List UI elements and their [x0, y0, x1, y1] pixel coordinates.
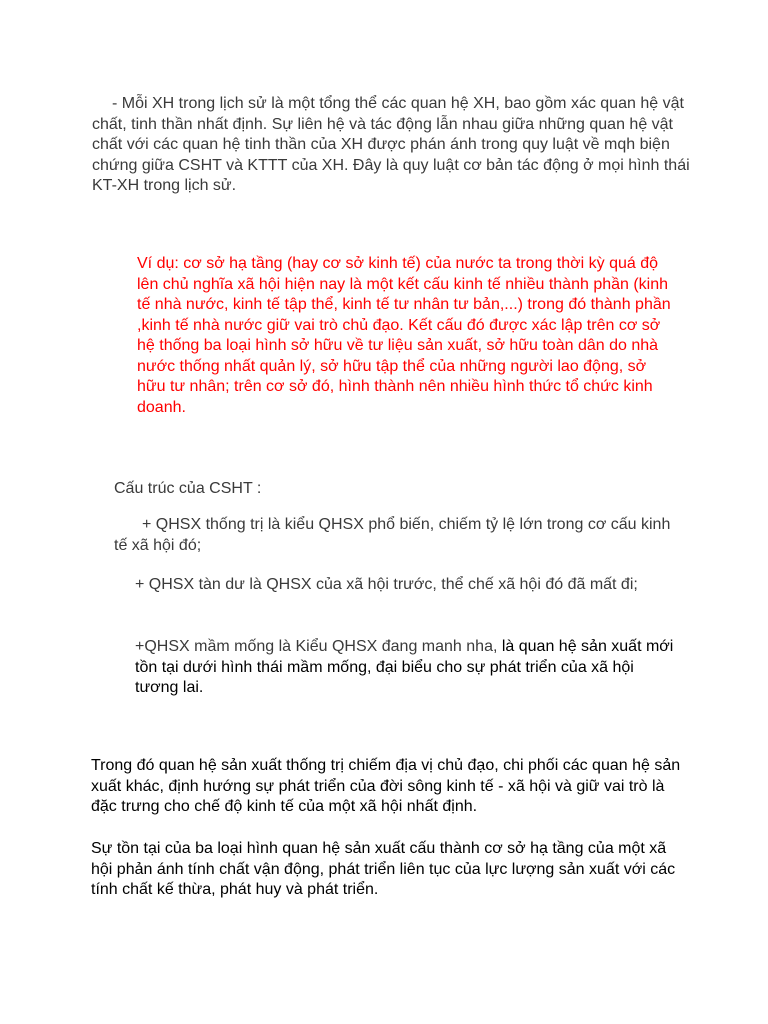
item-emerging-text-part1: +QHSX mầm mống là Kiểu QHSX đang manh nha,: [135, 638, 502, 655]
item-dominant-relations: [114, 515, 674, 556]
coexistence-paragraph: Sự tồn tại của ba loại hình quan hệ sản xuất cấu thành cơ sở hạ tầng của một xã hội phản ánh tính chất vận động, phát triển liên tục của lực lượng sản xuất với các tính chất kế thừa, phát huy và phát triển.: [91, 840, 676, 898]
structure-heading: Cấu trúc của CSHT :: [114, 480, 262, 497]
example-paragraph: Ví dụ: cơ sở hạ tầng (hay cơ sở kinh tế) của nước ta trong thời kỳ quá độ lên chủ nghĩa xã hội hiện nay là một kết cấu kinh tế nhiều thành phần (kinh tế nhà nước, kinh tế tập thể, kinh tế tư nhân tư bản,...) trong đó thành phần ,kinh tế nhà nước giữ vai trò chủ đạo. Kết cấu đó được xác lập trên cơ sở hệ thống ba loại hình sở hữu về tư liệu sản xuất, sở hữu toàn dân do nhà nước thống nhất quản lý, sở hữu tập thể của những người lao động, sở hữu tư nhân; trên cơ sở đó, hình thành nên nhiều hình thức tổ chức kinh doanh.: [137, 255, 671, 416]
item-emerging-relations: [135, 637, 675, 699]
dominant-role-paragraph: Trong đó quan hệ sản xuất thống trị chiếm địa vị chủ đạo, chi phối các quan hệ sản xuất khác, định hướng sự phát triển của đời sông kinh tế - xã hội và giữ vai trò là đặc trưng cho chế độ kinh tế của một xã hội nhất định.: [91, 757, 681, 815]
intro-paragraph-text: - Mỗi XH trong lịch sử là một tổng thể các quan hệ XH, bao gồm xác quan hệ vật chất, tinh thần nhất định. Sự liên hệ và tác động lẫn nhau giữa những quan hệ vật chất với các quan hệ tinh thần của XH được phán ánh trong quy luật về mqh biện chứng giữa CSHT và KTTT của XH. Đây là quy luật cơ bản tác động ở mọi hình thái KT-XH trong lịch sử.: [92, 95, 690, 194]
intro-paragraph: [92, 94, 692, 197]
item-dominant-text: + QHSX thống trị là kiểu QHSX phổ biến, chiếm tỷ lệ lớn trong cơ cấu kinh tế xã hội đó;: [114, 516, 671, 554]
item-remnant-relations: + QHSX tàn dư là QHSX của xã hội trước, thể chế xã hội đó đã mất đi;: [135, 576, 638, 593]
item-emerging-text-part2: là quan hệ sản xuất mới tồn tại dưới hình thái mầm mống, đại biểu cho sự phát triển của xã hội tương lai.: [135, 638, 674, 696]
